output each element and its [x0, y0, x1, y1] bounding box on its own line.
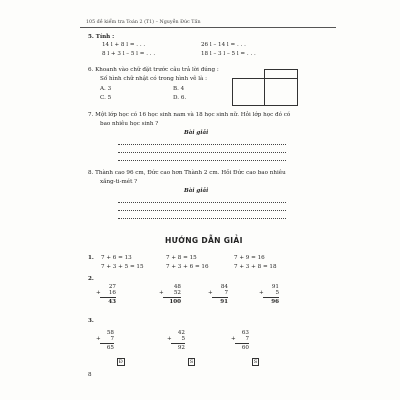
a3-c2-op: +	[167, 336, 172, 342]
a2-label: 2.	[88, 276, 94, 282]
q6-option-c: C. 5	[100, 95, 112, 101]
a3-c3-result: 60	[241, 345, 249, 351]
a2-calc-3	[212, 284, 228, 305]
q8-answer-line-1[interactable]	[118, 202, 286, 203]
q8-answer-line-3[interactable]	[118, 218, 286, 219]
q8-line1: 8. Thành cao 96 cm, Đức cao hơn Thành 2 cm. Hỏi Đức cao bao nhiêu	[88, 170, 286, 176]
a1-r1-c1: 7 + 6 = 13	[101, 255, 132, 261]
a2-c4-result: 96	[271, 299, 279, 305]
a3-c1-op: +	[96, 336, 101, 342]
a3-c2-top: 42	[177, 330, 185, 336]
a2-calc-1	[100, 284, 116, 305]
a3-calc-1	[100, 330, 114, 351]
q7-line2: bao nhiêu học sinh ?	[100, 121, 159, 127]
page-number: 8	[88, 372, 92, 378]
q7-line1: 7. Một lớp học có 16 học sinh nam và 18 học sinh nữ. Hỏi lớp học đó có	[88, 112, 291, 118]
a1-r2-c1: 7 + 3 + 5 = 15	[101, 264, 144, 270]
a3-c2-mark: S	[189, 359, 194, 365]
a2-c2-bottom: 52	[173, 290, 181, 297]
q6-line2: Số hình chữ nhật có trong hình vẽ là :	[100, 76, 208, 82]
figure-tall-rectangle	[264, 69, 298, 106]
q5-row2-left: 8 l + 3 l – 5 l = . . .	[102, 51, 156, 57]
a2-calc-2	[163, 284, 181, 305]
a2-c1-result: 43	[108, 299, 116, 305]
a2-c3-result: 91	[220, 299, 228, 305]
a2-c2-op: +	[159, 290, 164, 296]
a3-c1-top: 58	[106, 330, 114, 336]
a3-calc-3	[235, 330, 249, 351]
a3-c1-mark: Đ	[118, 359, 123, 365]
q6-option-b: B. 4	[173, 86, 185, 92]
q6-option-d: D. 6.	[173, 95, 187, 101]
running-header: 105 đề kiểm tra Toán 2 (T1) – Nguyễn Đức Tấn	[86, 20, 201, 25]
a3-c2-bottom: 5	[181, 336, 185, 343]
a3-c3-top: 63	[241, 330, 249, 336]
q7-answer-line-1[interactable]	[118, 144, 286, 145]
figure-inner-line	[264, 78, 296, 79]
a1-label: 1.	[88, 255, 94, 261]
q6-line1: 6. Khoanh vào chữ đặt trước câu trả lời đúng :	[88, 67, 219, 73]
a2-c2-top: 48	[173, 284, 181, 290]
a3-c3-op: +	[231, 336, 236, 342]
q5-row1-left: 14 l + 8 l = . . .	[102, 42, 146, 48]
a3-c1-result: 65	[106, 345, 114, 351]
a2-calc-4	[263, 284, 279, 305]
a2-c1-top: 27	[108, 284, 116, 290]
a2-c3-bottom: 7	[224, 290, 228, 297]
a3-c1-bottom: 7	[110, 336, 114, 343]
a3-calc-2	[171, 330, 185, 351]
a3-c3-mark: S	[253, 359, 258, 365]
a3-c2-mark-box	[187, 348, 195, 367]
q5-label: 5. Tính :	[88, 34, 115, 40]
a2-c3-op: +	[208, 290, 213, 296]
q8-solution-label: Bài giải	[184, 188, 209, 194]
guide-title: HƯỚNG DẪN GIẢI	[165, 236, 243, 245]
a1-r2-c3: 7 + 3 + 8 = 18	[234, 264, 277, 270]
q7-answer-line-3[interactable]	[118, 160, 286, 161]
a3-c3-mark-box	[251, 348, 259, 367]
a2-c1-op: +	[96, 290, 101, 296]
a3-c2-result: 92	[177, 345, 185, 351]
a2-c3-top: 84	[220, 284, 228, 290]
a2-c1-bottom: 16	[108, 290, 116, 297]
q5-row1-right: 26 l – 14 l = . . .	[201, 42, 246, 48]
q5-row2-right: 18 l – 3 l – 5 l = . . .	[201, 51, 256, 57]
a3-label: 3.	[88, 318, 94, 324]
a1-r2-c2: 7 + 3 + 6 = 16	[166, 264, 209, 270]
header-rule	[80, 27, 336, 28]
a3-c3-bottom: 7	[245, 336, 249, 343]
q7-solution-label: Bài giải	[184, 130, 209, 136]
q7-answer-line-2[interactable]	[118, 152, 286, 153]
a2-c2-result: 100	[169, 299, 181, 305]
q8-line2: xăng-ti-mét ?	[100, 179, 138, 185]
a2-c4-bottom: 5	[275, 290, 279, 297]
a1-r1-c2: 7 + 8 = 15	[166, 255, 197, 261]
a1-r1-c3: 7 + 9 = 16	[234, 255, 265, 261]
q6-option-a: A. 3	[100, 86, 112, 92]
q8-answer-line-2[interactable]	[118, 210, 286, 211]
a3-c1-mark-box	[116, 348, 125, 367]
a2-c4-top: 91	[271, 284, 279, 290]
a2-c4-op: +	[259, 290, 264, 296]
